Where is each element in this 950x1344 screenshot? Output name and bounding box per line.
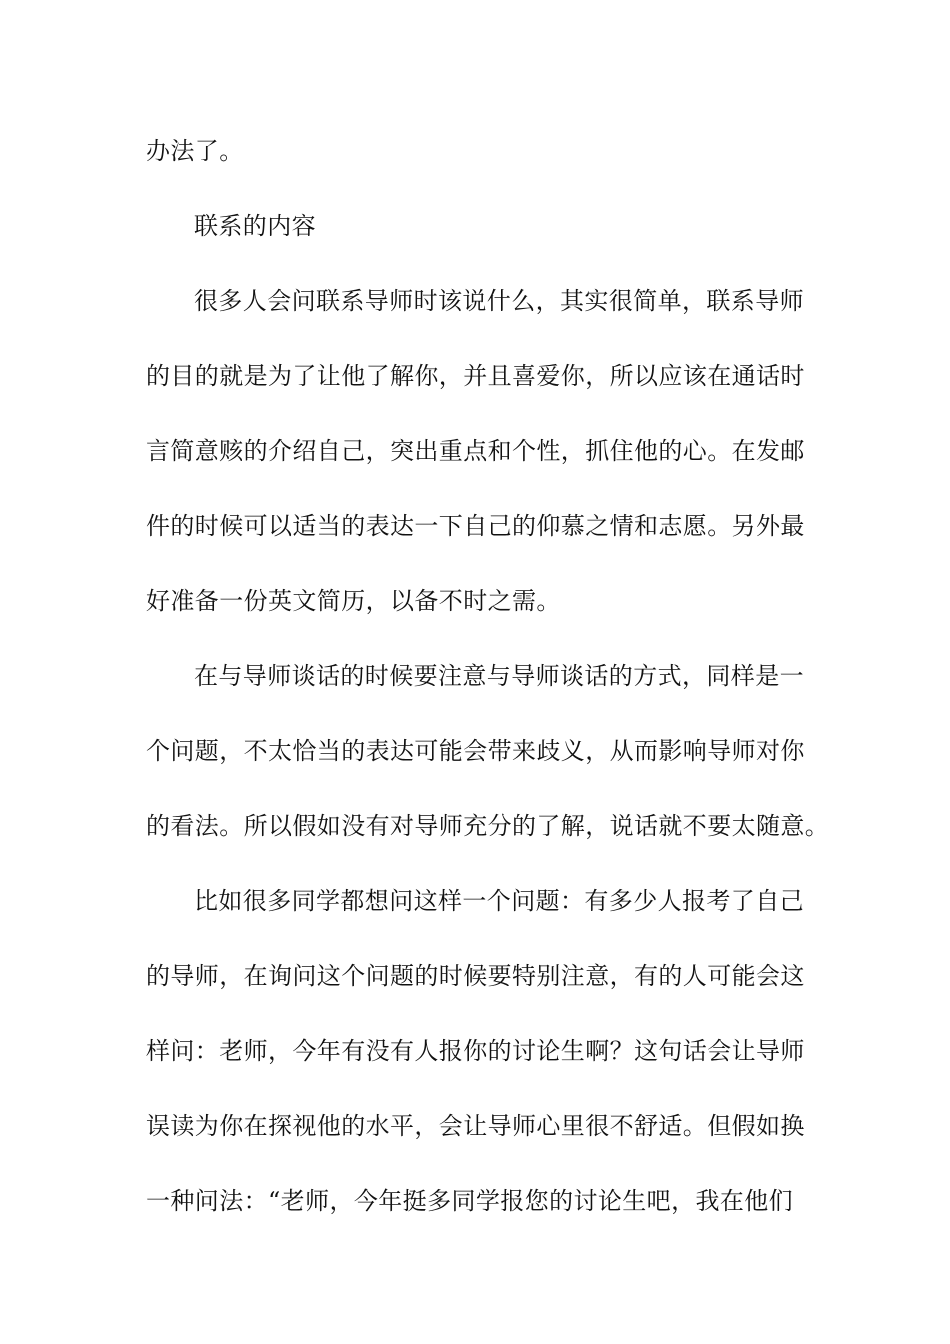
text-line: 样问：老师，今年有没有人报你的讨论生啊？这句话会让导师: [146, 1037, 805, 1065]
text-line: 个问题，不太恰当的表达可能会带来歧义，从而影响导师对你: [146, 737, 805, 765]
text-line: 比如很多同学都想问这样一个问题：有多少人报考了自己: [194, 887, 804, 915]
text-line: 的目的就是为了让他了解你，并且喜爱你，所以应该在通话时: [146, 362, 805, 390]
text-line: 误读为你在探视他的水平，会让导师心里很不舒适。但假如换: [146, 1112, 805, 1140]
text-line: 很多人会问联系导师时该说什么，其实很简单，联系导师: [194, 287, 804, 315]
text-line: 言简意赅的介绍自己，突出重点和个性，抓住他的心。在发邮: [146, 437, 805, 465]
text-line: 件的时候可以适当的表达一下自己的仰慕之情和志愿。另外最: [146, 512, 805, 540]
text-line: 好准备一份英文简历，以备不时之需。: [146, 587, 561, 615]
text-line: 一种问法：“老师，今年挺多同学报您的讨论生吧，我在他们: [146, 1187, 794, 1215]
section-heading: 联系的内容: [194, 212, 316, 240]
text-line: 的导师，在询问这个问题的时候要特别注意，有的人可能会这: [146, 962, 805, 990]
text-line: 在与导师谈话的时候要注意与导师谈话的方式，同样是一: [194, 662, 804, 690]
text-line: 办法了。: [146, 137, 244, 165]
text-line: 的看法。所以假如没有对导师充分的了解，说话就不要太随意。: [146, 812, 830, 840]
